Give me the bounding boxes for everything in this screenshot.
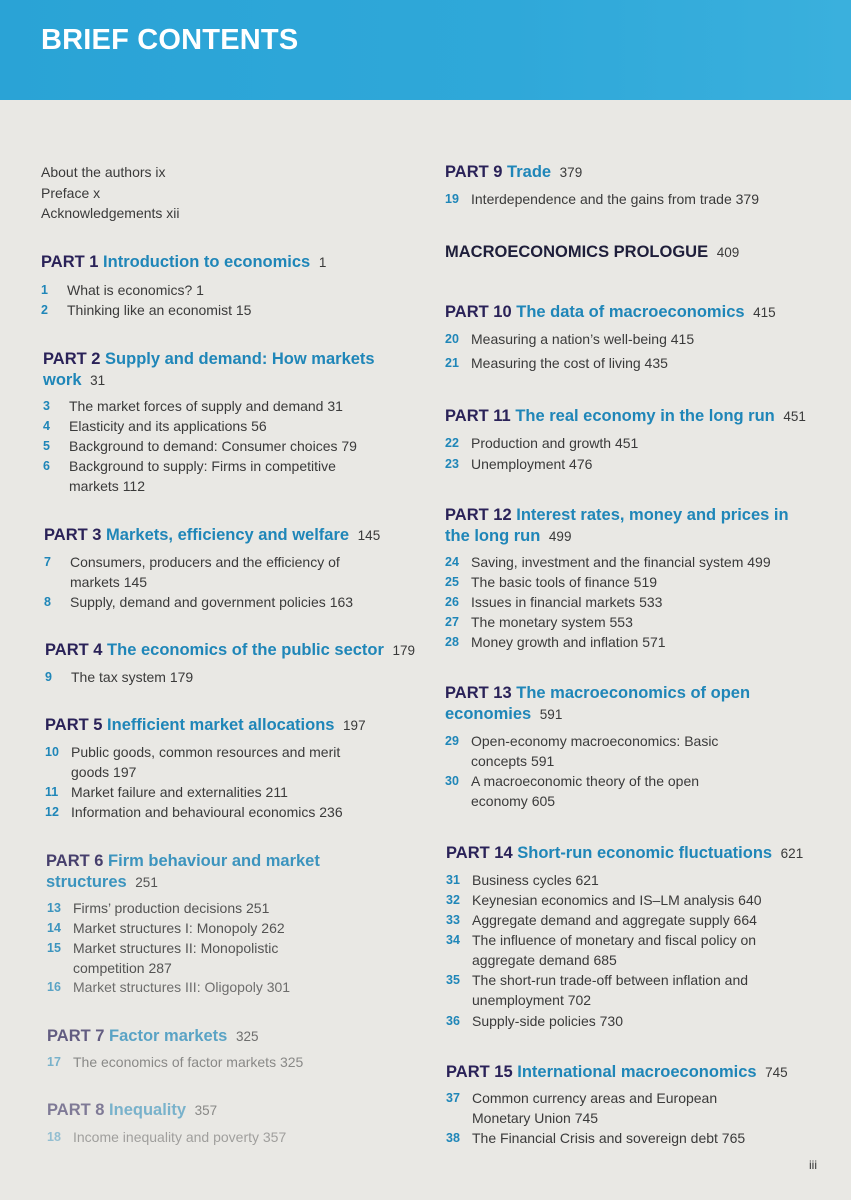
part-12-heading[interactable] [445,505,825,547]
chapter-5[interactable] [43,436,423,456]
chapter-38[interactable] [446,1128,836,1148]
part-title: MACROECONOMICS PROLOGUE [445,243,709,261]
chapter-title: Common currency areas and European [472,1090,718,1106]
chapter-number: 31 [446,873,460,887]
part-page: 1 [318,255,327,270]
chapter-35[interactable] [446,970,836,1010]
chapter-22[interactable] [445,433,835,453]
chapter-page: 287 [148,960,172,976]
chapter-title: The monetary system [471,614,606,630]
chapter-title: Measuring a nation’s well-being [471,331,667,347]
part-7-heading[interactable] [47,1026,258,1047]
chapter-page: 435 [644,355,668,371]
front-matter-item[interactable] [41,162,180,183]
part-number: PART 12 [445,506,512,524]
part-4-heading[interactable] [45,640,415,661]
chapter-page: 379 [735,191,759,207]
chapter-20[interactable] [445,329,835,349]
chapter-title-continued: goods [71,764,110,780]
chapter-page: 357 [262,1129,287,1145]
chapter-title: Supply-side policies [472,1013,596,1029]
part-number: PART 11 [445,407,511,425]
chapter-number: 34 [446,933,460,947]
front-matter-label: Preface [41,184,90,201]
part-number: PART 7 [47,1027,105,1045]
part-title-continued: the long run [445,527,541,545]
chapter-23[interactable] [445,454,835,474]
chapter-title: The Financial Crisis and sovereign debt [472,1130,718,1146]
part-title: The data of macroeconomics [516,303,745,321]
chapter-page: 79 [341,438,357,454]
chapter-number: 2 [41,303,48,317]
part-title: Supply and demand: How markets [105,350,375,368]
chapter-number: 10 [45,745,59,759]
chapter-number: 27 [445,615,459,629]
chapter-number: 9 [45,670,52,684]
chapter-title: Market structures III: Oligopoly [73,979,263,995]
part-1-heading[interactable] [41,252,326,273]
chapter-title: The tax system [71,669,166,685]
chapter-title: The short-run trade-off between inflation and [472,972,749,988]
chapter-title: Information and behavioural economics [71,804,316,820]
chapter-title-continued: unemployment [472,992,564,1008]
chapter-number: 19 [445,192,459,206]
chapter-32[interactable] [446,890,836,910]
part-number: PART 10 [445,303,512,321]
chapter-page: 519 [633,574,658,590]
chapter-title: Saving, investment and the financial system [471,554,744,570]
chapter-page: 179 [169,669,194,685]
chapter-36[interactable] [446,1011,836,1031]
part-page: 415 [753,305,776,320]
chapter-page: 499 [747,554,771,570]
part-page: 357 [194,1103,218,1118]
chapter-number: 32 [446,893,460,907]
chapter-number: 18 [47,1130,61,1144]
chapter-number: 23 [445,457,459,471]
chapter-15[interactable] [47,938,427,978]
part-title: Inefficient market allocations [107,716,335,734]
front-matter-label: Acknowledgements [41,205,163,221]
chapter-number: 13 [47,901,61,915]
part-2-heading[interactable] [43,349,413,391]
chapter-4[interactable] [43,416,423,436]
part-page: 745 [765,1065,788,1080]
part-title: The economics of the public sector [107,641,384,659]
chapter-page: 1 [196,282,204,298]
part-15-heading[interactable] [446,1062,788,1083]
chapter-19[interactable] [445,189,835,209]
chapter-31[interactable] [446,870,836,890]
chapter-title: The influence of monetary and fiscal policy on [472,932,757,948]
chapter-number: 26 [445,595,459,609]
chapter-26[interactable] [445,592,835,612]
chapter-page: 621 [575,872,599,888]
chapter-page: 745 [574,1110,599,1126]
part-number: PART 5 [45,716,103,734]
chapter-number: 11 [45,785,59,799]
part-9-heading[interactable] [445,162,582,183]
part-6-heading[interactable] [46,851,416,893]
chapter-page: 476 [569,456,593,472]
chapter-number: 35 [446,973,460,987]
chapter-number: 1 [41,283,48,297]
part-number: PART 4 [45,641,103,659]
chapter-title-continued: markets [69,478,119,494]
chapter-title-continued: concepts [471,753,528,769]
chapter-13[interactable] [47,898,427,918]
part-13-heading[interactable] [445,683,825,725]
chapter-number: 29 [445,734,459,748]
front-matter-label: About the authors [41,164,152,180]
part-title-continued: structures [46,873,127,891]
chapter-14[interactable] [47,918,427,938]
part-title: Markets, efficiency and welfare [106,526,350,544]
part-title: The macroeconomics of open [516,684,751,702]
header-banner [0,0,851,100]
chapter-37[interactable] [446,1088,836,1128]
chapter-30[interactable] [445,771,835,811]
chapter-number: 6 [43,459,50,473]
chapter-29[interactable] [445,731,835,771]
chapter-page: 415 [670,331,695,347]
part-title: The real economy in the long run [515,407,775,425]
chapter-title: Unemployment [471,456,566,472]
part-3-heading[interactable] [44,525,380,546]
chapter-page: 702 [567,992,592,1008]
part-5-heading[interactable] [45,715,366,736]
chapter-28[interactable] [445,632,835,652]
chapter-page: 591 [530,753,555,769]
chapter-27[interactable] [445,612,835,632]
chapter-page: 211 [265,784,288,800]
part-page: 179 [392,643,416,658]
chapter-page: 31 [327,398,343,414]
chapter-number: 3 [43,399,50,413]
chapter-page: 197 [113,764,137,780]
chapter-page: 553 [609,614,633,630]
chapter-title: Elasticity and its applications [69,418,248,434]
part-page: 591 [539,707,563,722]
chapter-page: 262 [261,920,285,936]
chapter-page: 605 [531,793,556,809]
chapter-title: Production and growth [471,435,612,451]
part-title: International macroeconomics [517,1063,757,1081]
part-number: PART 14 [446,844,513,862]
macro-prologue-heading[interactable] [445,242,739,263]
chapter-title: Consumers, producers and the efficiency of [70,554,340,570]
chapter-number: 20 [445,332,459,346]
chapter-3[interactable] [43,396,423,416]
chapter-title: Open-economy macroeconomics: Basic [471,733,719,749]
chapter-page: 301 [266,979,291,995]
chapter-number: 37 [446,1091,460,1105]
part-11-heading[interactable] [445,406,806,427]
chapter-page: 112 [122,478,146,494]
chapter-number: 4 [43,419,50,433]
chapter-title: Money growth and inflation [471,634,639,650]
front-matter-item[interactable] [41,183,180,204]
chapter-page: 15 [235,302,252,318]
part-page: 31 [90,373,106,388]
chapter-18[interactable] [47,1127,427,1147]
chapter-number: 36 [446,1014,460,1028]
chapter-title: Interdependence and the gains from trade [471,191,732,207]
chapter-number: 30 [445,774,459,788]
chapter-title: Background to supply: Firms in competitive [69,458,336,474]
chapter-number: 33 [446,913,460,927]
chapter-10[interactable] [45,742,425,782]
chapter-title: The market forces of supply and demand [69,398,324,414]
part-title: Short-run economic fluctuations [517,844,773,862]
chapter-number: 28 [445,635,459,649]
chapter-16[interactable] [47,977,427,997]
chapter-title: Issues in financial markets [471,594,636,610]
chapter-number: 21 [445,356,459,370]
part-page: 451 [783,409,806,424]
chapter-title: What is economics? [67,282,193,298]
chapter-21[interactable] [445,353,835,373]
chapter-title: Measuring the cost of living [471,355,641,371]
chapter-24[interactable] [445,552,835,572]
chapter-page: 325 [279,1054,304,1070]
front-matter [41,162,180,224]
chapter-page: 251 [246,900,270,916]
chapter-page: 56 [251,418,267,434]
chapter-title-continued: competition [73,960,145,976]
chapter-7[interactable] [44,552,424,592]
chapter-title-continued: markets [70,574,120,590]
chapter-title: Aggregate demand and aggregate supply [472,912,730,928]
part-page: 197 [343,718,366,733]
part-page: 145 [357,528,381,543]
chapter-page: 685 [593,952,617,968]
chapter-title: A macroeconomic theory of the open [471,773,700,789]
chapter-number: 7 [44,555,51,569]
chapter-page: 451 [614,435,639,451]
chapter-number: 5 [43,439,50,453]
chapter-number: 14 [47,921,61,935]
part-number: PART 6 [46,852,104,870]
part-title: Interest rates, money and prices in [516,506,789,524]
chapter-number: 25 [445,575,459,589]
chapter-17[interactable] [47,1052,427,1072]
chapter-number: 12 [45,805,59,819]
part-title-continued: economies [445,705,532,723]
part-page: 621 [780,846,804,861]
chapter-page: 664 [733,912,757,928]
chapter-number: 17 [47,1055,61,1069]
part-14-heading[interactable] [446,843,803,864]
part-number: PART 1 [41,253,99,271]
chapter-title: Market structures I: Monopoly [73,920,258,936]
chapter-title: Firms’ production decisions [73,900,243,916]
part-title-continued: work [43,371,82,389]
chapter-25[interactable] [445,572,835,592]
chapter-title-continued: economy [471,793,528,809]
part-number: PART 9 [445,163,503,181]
chapter-title-continued: aggregate demand [472,952,590,968]
part-10-heading[interactable] [445,302,776,323]
chapter-page: 236 [319,804,343,820]
part-title: Factor markets [109,1027,228,1045]
part-8-heading[interactable] [47,1100,217,1121]
part-page: 379 [559,165,583,180]
chapter-title: The economics of factor markets [73,1054,277,1070]
front-matter-page: ix [155,164,166,180]
chapter-number: 38 [446,1131,460,1145]
chapter-page: 730 [599,1013,623,1029]
chapter-page: 163 [329,594,354,610]
part-page: 325 [235,1029,259,1044]
part-page: 499 [548,529,572,544]
chapter-page: 571 [642,634,666,650]
chapter-title: Business cycles [472,872,572,888]
chapter-12[interactable] [45,802,425,822]
part-title: Firm behaviour and market [108,852,320,870]
chapter-34[interactable] [446,930,836,970]
chapter-title: Background to demand: Consumer choices [69,438,338,454]
part-page: 409 [716,245,740,260]
part-number: PART 3 [44,526,102,544]
part-number: PART 8 [47,1101,105,1119]
part-number: PART 15 [446,1063,513,1081]
chapter-title: Thinking like an economist [67,302,232,318]
chapter-number: 16 [47,980,61,994]
chapter-9[interactable] [45,667,425,687]
chapter-page: 640 [738,892,762,908]
chapter-1[interactable] [41,280,421,300]
chapter-page: 765 [721,1130,746,1146]
chapter-8[interactable] [44,592,424,612]
page-number: iii [809,1158,817,1172]
chapter-title: Keynesian economics and IS–LM analysis [472,892,735,908]
chapter-number: 22 [445,436,459,450]
chapter-title: Public goods, common resources and merit [71,744,341,760]
part-page: 251 [135,875,158,890]
chapter-title: Supply, demand and government policies [70,594,326,610]
front-matter-item[interactable] [41,203,180,224]
page-title: BRIEF CONTENTS [41,24,299,56]
part-title: Inequality [109,1101,187,1119]
chapter-33[interactable] [446,910,836,930]
part-title: Introduction to economics [103,253,311,271]
front-matter-page: xii [166,205,180,221]
chapter-title: Market failure and externalities [71,784,262,800]
chapter-11[interactable] [45,782,425,802]
chapter-title: The basic tools of finance [471,574,630,590]
front-matter-page: x [93,184,101,201]
chapter-2[interactable] [41,300,421,320]
part-number: PART 2 [43,350,101,368]
chapter-page: 145 [123,574,148,590]
chapter-number: 15 [47,941,61,955]
chapter-title-continued: Monetary Union [472,1110,571,1126]
chapter-page: 533 [639,594,663,610]
chapter-title: Market structures II: Monopolistic [73,940,279,956]
part-title: Trade [507,163,552,181]
chapter-6[interactable] [43,456,423,496]
chapter-title: Income inequality and poverty [73,1129,259,1145]
chapter-number: 24 [445,555,459,569]
chapter-number: 8 [44,595,51,609]
part-number: PART 13 [445,684,512,702]
